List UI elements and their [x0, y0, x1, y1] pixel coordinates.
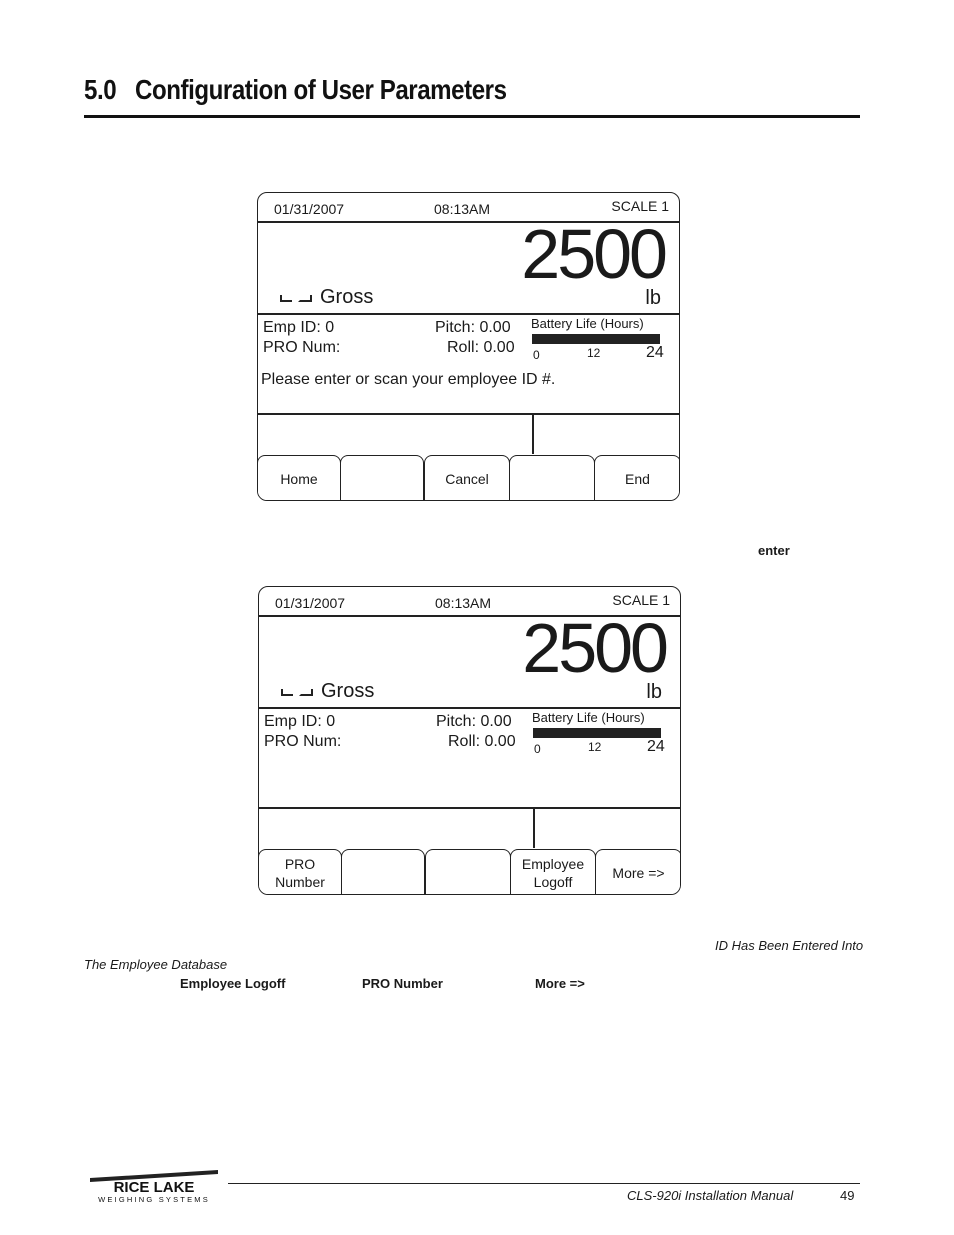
scale-mode-icon: [281, 686, 313, 696]
battery-bar: [533, 728, 661, 738]
key-reference-more: More =>: [535, 976, 585, 991]
scale-mode-icon: [280, 292, 312, 302]
vertical-divider: [533, 808, 535, 848]
screen-time: 08:13AM: [434, 201, 491, 217]
softkey-cancel[interactable]: Cancel: [424, 455, 510, 501]
display-screen-2: [258, 586, 681, 895]
battery-label: Battery Life (Hours): [532, 710, 645, 725]
softkey-pro-number[interactable]: PRO Number: [258, 849, 342, 895]
footer-manual-title: CLS-920i Installation Manual: [627, 1188, 794, 1203]
softkey-divider: [258, 413, 679, 415]
softkey-blank-2[interactable]: [509, 455, 595, 501]
weight-divider: [258, 313, 679, 315]
logo-subtitle: WEIGHING SYSTEMS: [98, 1195, 210, 1204]
softkey-blank-2[interactable]: [425, 849, 511, 895]
battery-tick-12: 12: [588, 740, 602, 754]
battery-label: Battery Life (Hours): [531, 316, 644, 331]
footer-rule: [228, 1183, 860, 1184]
screen-date: 01/31/2007: [275, 595, 346, 611]
pro-num-label: PRO Num:: [263, 339, 341, 356]
key-reference-pro-number: PRO Number: [362, 976, 443, 991]
screen-scale: SCALE 1: [612, 592, 670, 608]
emp-id-label: Emp ID: 0: [263, 319, 335, 336]
weight-readout: 2500: [522, 609, 666, 687]
battery-tick-12: 12: [587, 346, 601, 360]
battery-tick-0: 0: [533, 348, 540, 362]
screen-date: 01/31/2007: [274, 201, 345, 217]
display-screen-1: [257, 192, 680, 501]
title-rule: [84, 115, 860, 118]
softkey-blank-1[interactable]: [341, 849, 425, 895]
roll-label: Roll: 0.00: [447, 339, 515, 356]
weight-readout: 2500: [521, 215, 665, 293]
pitch-label: Pitch: 0.00: [436, 713, 512, 730]
weight-divider: [259, 707, 680, 709]
screen-time: 08:13AM: [435, 595, 492, 611]
roll-label: Roll: 0.00: [448, 733, 516, 750]
vertical-divider: [532, 414, 534, 454]
screen-scale: SCALE 1: [611, 198, 669, 214]
battery-bar: [532, 334, 660, 344]
battery-tick-0: 0: [534, 742, 541, 756]
figure-caption-line-2: The Employee Database: [84, 957, 228, 972]
softkey-home[interactable]: Home: [257, 455, 341, 501]
key-reference-employee-logoff: Employee Logoff: [180, 976, 286, 991]
softkey-employee-logoff[interactable]: Employee Logoff: [510, 849, 596, 895]
softkey-blank-1[interactable]: [340, 455, 424, 501]
logo-wordmark: RICE LAKE: [113, 1179, 195, 1196]
softkey-more[interactable]: More =>: [595, 849, 681, 895]
page-number: 49: [840, 1188, 855, 1203]
unit-label: lb: [645, 287, 661, 309]
mode-label: Gross: [321, 680, 375, 702]
softkey-end[interactable]: End: [594, 455, 680, 501]
battery-tick-24: 24: [646, 344, 664, 361]
emp-id-label: Emp ID: 0: [264, 713, 336, 730]
section-number: 5.0: [84, 74, 117, 105]
unit-label: lb: [646, 681, 662, 703]
side-note: enter: [758, 543, 790, 558]
pro-num-label: PRO Num:: [264, 733, 342, 750]
rice-lake-logo: [86, 1170, 222, 1204]
section-heading: [84, 74, 507, 106]
figure-caption-line-1: ID Has Been Entered Into: [715, 938, 864, 953]
softkey-divider: [259, 807, 680, 809]
section-title: Configuration of User Parameters: [134, 74, 507, 105]
prompt-message: Please enter or scan your employee ID #.: [261, 371, 556, 388]
pitch-label: Pitch: 0.00: [435, 319, 511, 336]
mode-label: Gross: [320, 286, 374, 308]
battery-tick-24: 24: [647, 738, 665, 755]
